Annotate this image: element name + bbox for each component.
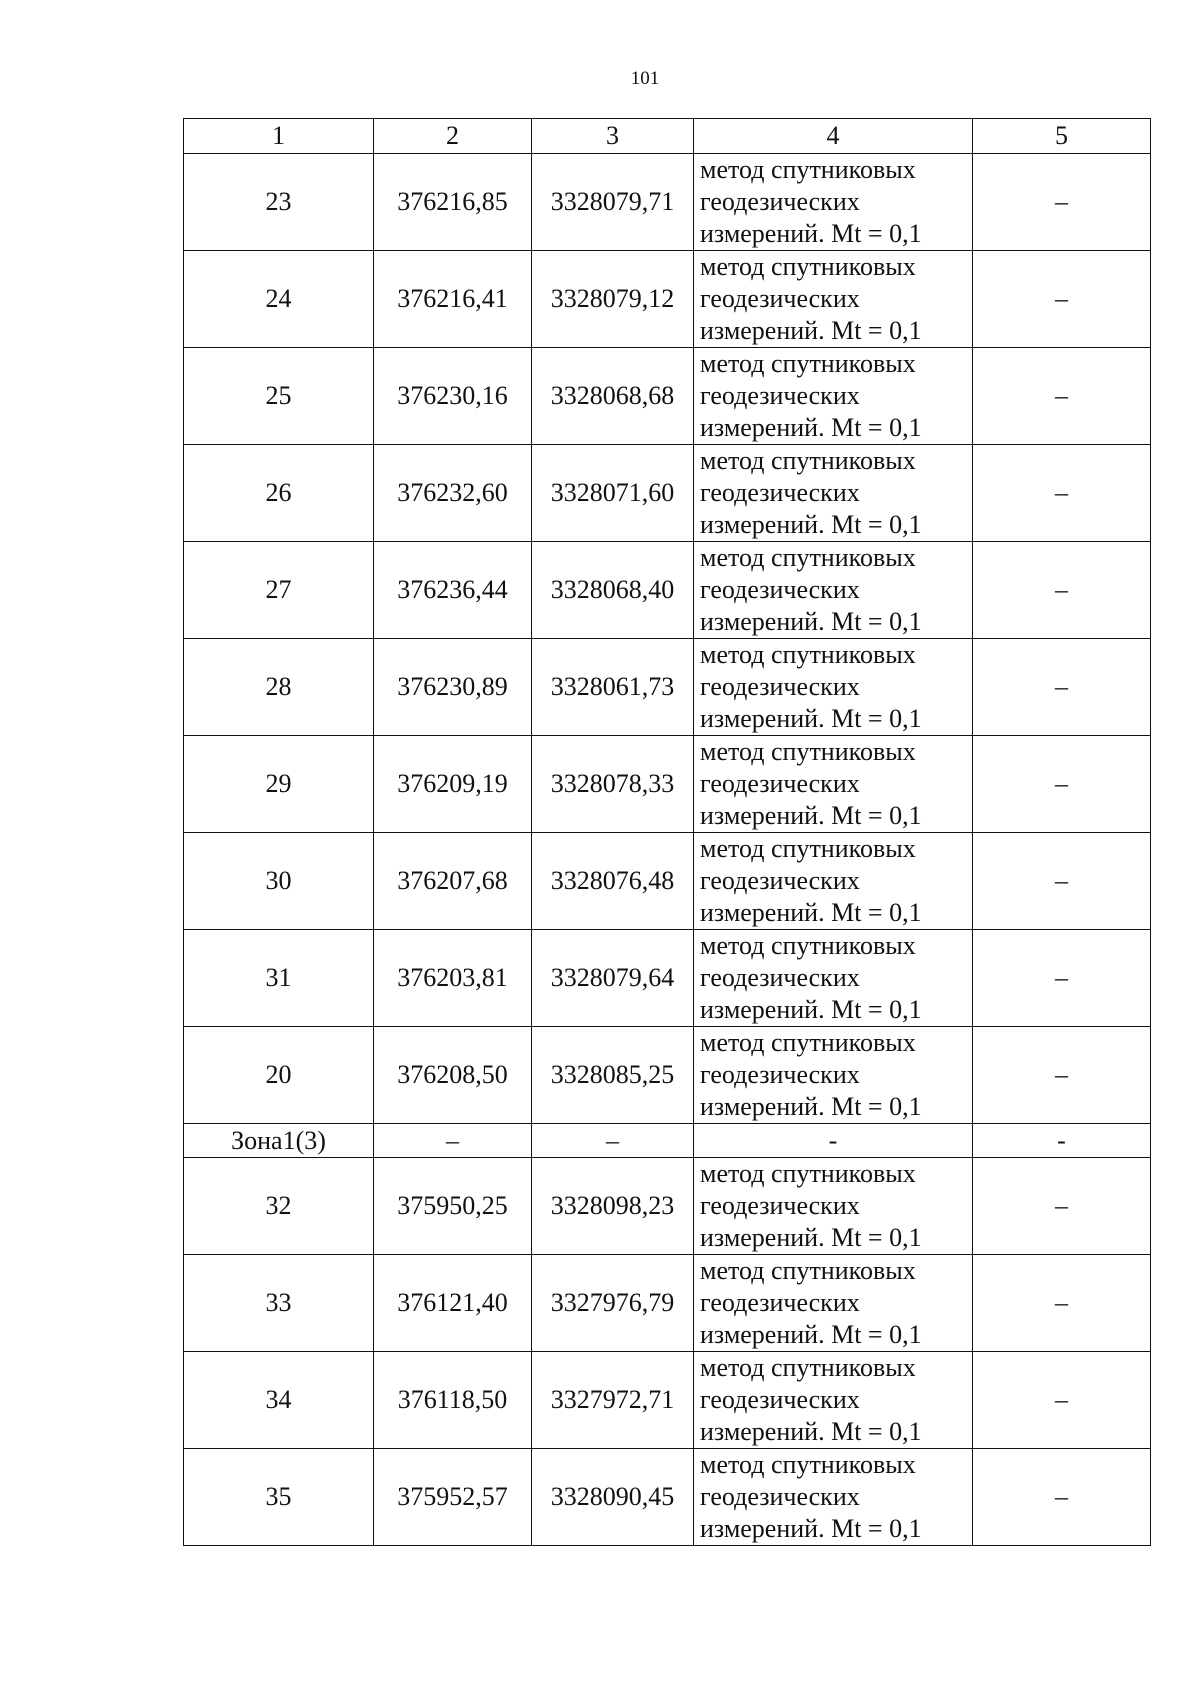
method-line: метод спутниковых [700,931,916,960]
method-cell [694,251,973,348]
method-line: метод спутниковых [700,834,916,863]
table-row [184,1449,1151,1546]
point-number-cell: 35 [184,1449,374,1546]
method-line: измерений. Mt = 0,1 [700,413,922,442]
description-cell: – [973,154,1151,251]
method-line: геодезических [700,1288,860,1317]
column-header: 5 [973,119,1151,154]
method-line: метод спутниковых [700,1256,916,1285]
table-body [184,154,1151,1546]
zone-row [184,1124,1151,1158]
table-row [184,542,1151,639]
method-line: геодезических [700,575,860,604]
coordinates-table [183,118,1151,1546]
method-line: метод спутниковых [700,640,916,669]
y-coordinate-cell: 3328079,12 [532,251,694,348]
method-line: геодезических [700,187,860,216]
method-cell [694,930,973,1027]
method-line: измерений. Mt = 0,1 [700,704,922,733]
column-header: 4 [694,119,973,154]
method-cell [694,1352,973,1449]
method-line: измерений. Mt = 0,1 [700,1417,922,1446]
method-line: - [828,1125,838,1155]
method-line: метод спутниковых [700,1159,916,1188]
method-line: геодезических [700,769,860,798]
method-line: геодезических [700,1385,860,1414]
table-row [184,1158,1151,1255]
method-cell [694,639,973,736]
method-cell [694,1255,973,1352]
method-cell [694,1449,973,1546]
method-line: измерений. Mt = 0,1 [700,316,922,345]
table-row [184,1027,1151,1124]
method-cell [694,445,973,542]
method-line: измерений. Mt = 0,1 [700,1514,922,1543]
method-line: геодезических [700,1060,860,1089]
table-header [184,119,1151,154]
method-cell [694,736,973,833]
x-coordinate-cell: 376230,16 [374,348,532,445]
point-number-cell: 31 [184,930,374,1027]
point-number-cell: 29 [184,736,374,833]
x-coordinate-cell: 376121,40 [374,1255,532,1352]
method-line: геодезических [700,284,860,313]
x-coordinate-cell: 376230,89 [374,639,532,736]
column-header: 1 [184,119,374,154]
method-cell [694,1027,973,1124]
table-row [184,348,1151,445]
method-line: измерений. Mt = 0,1 [700,1223,922,1252]
x-coordinate-cell: – [374,1124,532,1158]
method-line: геодезических [700,381,860,410]
method-line: геодезических [700,478,860,507]
table-row [184,639,1151,736]
x-coordinate-cell: 376208,50 [374,1027,532,1124]
x-coordinate-cell: 376216,85 [374,154,532,251]
method-line: геодезических [700,1191,860,1220]
point-number-cell: 23 [184,154,374,251]
page-number: 101 [630,68,660,89]
point-number-cell: 34 [184,1352,374,1449]
y-coordinate-cell: 3328061,73 [532,639,694,736]
point-number-cell: Зона1(3) [184,1124,374,1158]
method-line: измерений. Mt = 0,1 [700,995,922,1024]
point-number-cell: 26 [184,445,374,542]
description-cell: – [973,736,1151,833]
x-coordinate-cell: 376209,19 [374,736,532,833]
y-coordinate-cell: 3328071,60 [532,445,694,542]
x-coordinate-cell: 376236,44 [374,542,532,639]
description-cell: – [973,1352,1151,1449]
description-cell: – [973,1158,1151,1255]
method-line: метод спутниковых [700,446,916,475]
point-number-cell: 24 [184,251,374,348]
y-coordinate-cell: 3328076,48 [532,833,694,930]
x-coordinate-cell: 375952,57 [374,1449,532,1546]
table-row [184,736,1151,833]
point-number-cell: 28 [184,639,374,736]
description-cell: – [973,639,1151,736]
method-line: метод спутниковых [700,252,916,281]
point-number-cell: 32 [184,1158,374,1255]
method-cell [694,1124,973,1158]
method-line: измерений. Mt = 0,1 [700,1092,922,1121]
method-cell [694,1158,973,1255]
y-coordinate-cell: 3328068,40 [532,542,694,639]
method-line: геодезических [700,963,860,992]
description-cell: - [973,1124,1151,1158]
method-line: метод спутниковых [700,1028,916,1057]
x-coordinate-cell: 375950,25 [374,1158,532,1255]
header-row [184,119,1151,154]
table-row [184,833,1151,930]
y-coordinate-cell: 3328090,45 [532,1449,694,1546]
method-line: геодезических [700,1482,860,1511]
y-coordinate-cell: 3327976,79 [532,1255,694,1352]
method-cell [694,833,973,930]
table-row [184,930,1151,1027]
y-coordinate-cell: 3327972,71 [532,1352,694,1449]
description-cell: – [973,348,1151,445]
description-cell: – [973,930,1151,1027]
point-number-cell: 25 [184,348,374,445]
method-cell [694,154,973,251]
method-line: измерений. Mt = 0,1 [700,607,922,636]
point-number-cell: 27 [184,542,374,639]
method-line: измерений. Mt = 0,1 [700,1320,922,1349]
x-coordinate-cell: 376207,68 [374,833,532,930]
method-line: измерений. Mt = 0,1 [700,219,922,248]
method-line: метод спутниковых [700,1450,916,1479]
method-line: геодезических [700,866,860,895]
y-coordinate-cell: 3328085,25 [532,1027,694,1124]
description-cell: – [973,251,1151,348]
method-cell [694,542,973,639]
x-coordinate-cell: 376118,50 [374,1352,532,1449]
point-number-cell: 20 [184,1027,374,1124]
description-cell: – [973,445,1151,542]
method-line: измерений. Mt = 0,1 [700,801,922,830]
y-coordinate-cell: 3328079,64 [532,930,694,1027]
description-cell: – [973,542,1151,639]
method-line: геодезических [700,672,860,701]
table-row [184,154,1151,251]
y-coordinate-cell: 3328068,68 [532,348,694,445]
description-cell: – [973,1255,1151,1352]
table-row [184,1352,1151,1449]
table-row [184,1255,1151,1352]
method-line: метод спутниковых [700,543,916,572]
method-line: метод спутниковых [700,1353,916,1382]
y-coordinate-cell: 3328098,23 [532,1158,694,1255]
method-line: метод спутниковых [700,737,916,766]
table-row [184,251,1151,348]
y-coordinate-cell: 3328079,71 [532,154,694,251]
x-coordinate-cell: 376203,81 [374,930,532,1027]
point-number-cell: 33 [184,1255,374,1352]
description-cell: – [973,833,1151,930]
column-header: 2 [374,119,532,154]
description-cell: – [973,1449,1151,1546]
method-line: измерений. Mt = 0,1 [700,898,922,927]
table-row [184,445,1151,542]
method-line: измерений. Mt = 0,1 [700,510,922,539]
y-coordinate-cell: – [532,1124,694,1158]
method-line: метод спутниковых [700,155,916,184]
description-cell: – [973,1027,1151,1124]
method-cell [694,348,973,445]
method-line: метод спутниковых [700,349,916,378]
column-header: 3 [532,119,694,154]
y-coordinate-cell: 3328078,33 [532,736,694,833]
point-number-cell: 30 [184,833,374,930]
x-coordinate-cell: 376232,60 [374,445,532,542]
x-coordinate-cell: 376216,41 [374,251,532,348]
